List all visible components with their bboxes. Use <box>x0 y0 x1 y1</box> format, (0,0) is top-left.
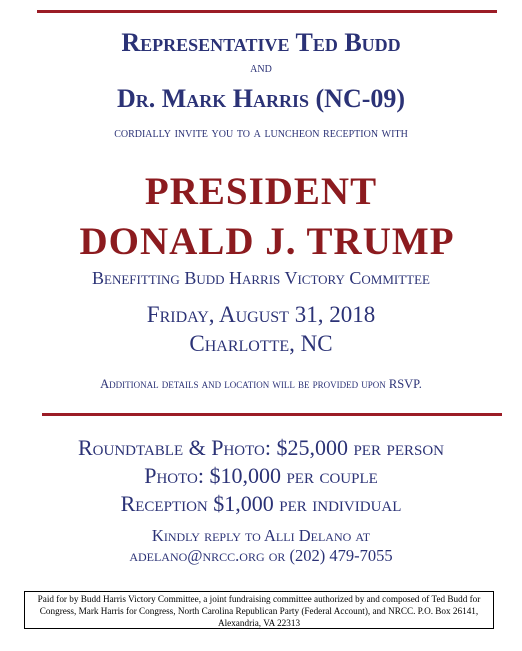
middle-rule <box>42 413 502 416</box>
invitation-text: cordially invite you to a luncheon reception with <box>114 125 408 141</box>
price-tier-reception: Reception $1,000 per individual <box>120 491 402 516</box>
reply-line-2: adelano@nrcc.org or (202) 479-7055 <box>129 546 393 565</box>
beneficiary-text: Benefitting Budd Harris Victory Committee <box>92 268 430 288</box>
guest-title: PRESIDENT <box>144 170 378 213</box>
paid-for-disclaimer: Paid for by Budd Harris Victory Committee, a joint fundraising committee authorized by and composed of Ted Budd for Congress, Mark Harris for Congress, North Carolina Republican Party (Federal Account), and NRCC. P.O. Box 26141, Alexandria, VA 22313 <box>24 591 494 629</box>
top-rule <box>37 10 497 13</box>
event-location: Charlotte, NC <box>189 331 333 356</box>
reply-line-1: Kindly reply to Alli Delano at <box>151 526 371 545</box>
host-line-1: Representative Ted Budd <box>121 28 401 57</box>
host-and: and <box>250 61 272 76</box>
guest-name: DONALD J. TRUMP <box>79 220 455 263</box>
host-line-2: Dr. Mark Harris (NC-09) <box>116 84 406 113</box>
price-tier-roundtable: Roundtable & Photo: $25,000 per person <box>77 435 444 460</box>
rsvp-note: Additional details and location will be provided upon RSVP. <box>100 377 422 391</box>
price-tier-photo: Photo: $10,000 per couple <box>144 463 378 488</box>
event-date: Friday, August 31, 2018 <box>146 302 376 327</box>
